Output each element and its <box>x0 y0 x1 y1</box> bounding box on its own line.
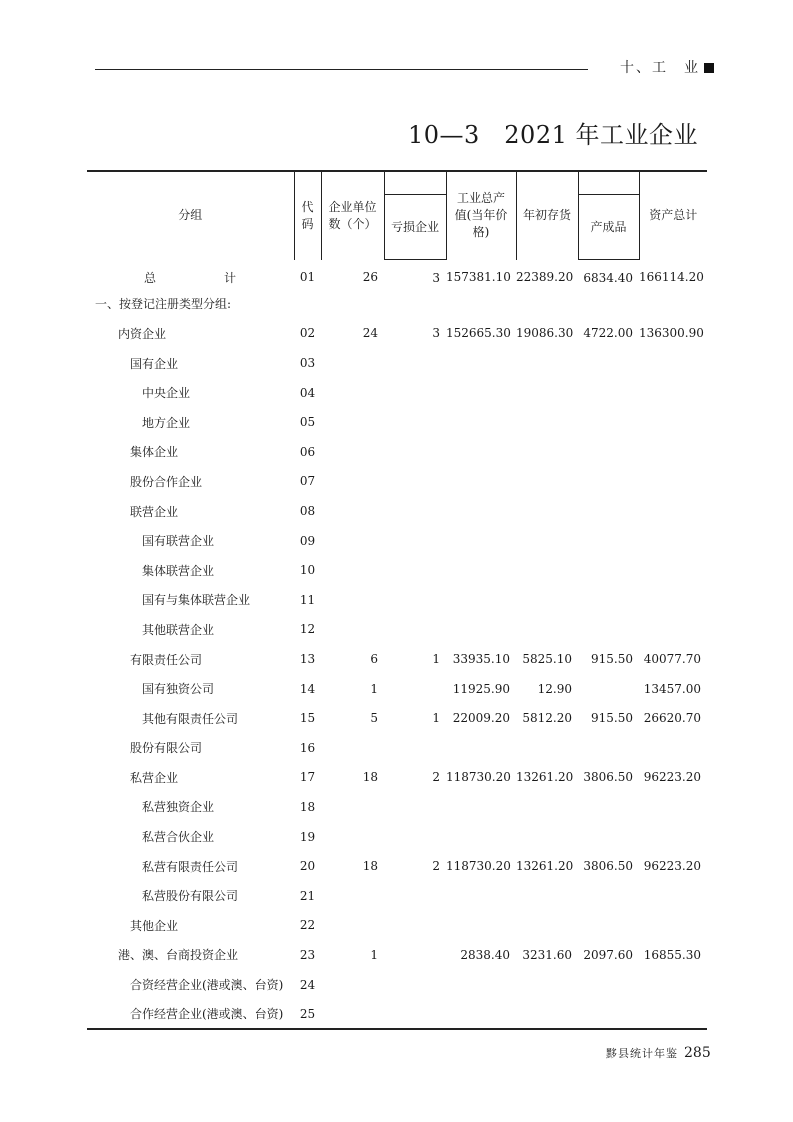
row-code: 10 <box>299 563 316 578</box>
section-header-label: 十、工 业 <box>620 60 700 76</box>
cell-output <box>446 615 516 645</box>
cell-assets <box>639 999 707 1029</box>
cell-inventory <box>516 555 578 585</box>
row-code: 25 <box>294 999 321 1029</box>
cell-inventory <box>516 970 578 1000</box>
row-code: 11 <box>299 592 316 607</box>
cell-output <box>446 437 516 467</box>
cell-inventory <box>516 467 578 497</box>
cell-finished <box>578 348 639 378</box>
cell-loss <box>384 348 446 378</box>
cell-finished: 2097.60 <box>583 947 633 962</box>
cell-loss <box>384 822 446 852</box>
row-name: 总 计 <box>144 270 265 285</box>
table-row <box>87 733 707 763</box>
table-row <box>87 467 707 497</box>
cell-inventory <box>516 289 578 319</box>
cell-output <box>446 555 516 585</box>
black-square-icon <box>704 63 714 73</box>
cell-loss: 2 <box>432 859 440 874</box>
cell-finished <box>578 496 639 526</box>
cell-finished <box>578 526 639 556</box>
cell-assets: 166114.20 <box>639 270 704 285</box>
cell-finished <box>578 615 639 645</box>
cell-finished <box>578 289 639 319</box>
row-name: 中央企业 <box>142 386 191 401</box>
row-code <box>294 289 321 319</box>
cell-loss: 1 <box>432 652 440 667</box>
cell-units <box>321 378 384 408</box>
row-code: 06 <box>299 444 316 459</box>
table-row <box>87 763 707 793</box>
page-title: 10—3 2021 年工业企业 <box>407 121 698 149</box>
cell-loss <box>384 999 446 1029</box>
cell-inventory <box>516 585 578 615</box>
row-name: 其他企业 <box>130 918 179 933</box>
cell-assets <box>639 733 707 763</box>
row-code: 18 <box>299 799 316 814</box>
cell-loss <box>384 970 446 1000</box>
row-code: 09 <box>299 533 316 548</box>
cell-assets <box>639 467 707 497</box>
cell-assets <box>639 792 707 822</box>
cell-finished <box>578 555 639 585</box>
row-name: 合作经营企业(港或澳、台资) <box>87 999 294 1029</box>
cell-assets <box>639 378 707 408</box>
cell-loss: 1 <box>432 711 440 726</box>
cell-inventory <box>516 378 578 408</box>
cell-units <box>321 467 384 497</box>
cell-inventory <box>516 792 578 822</box>
cell-output <box>446 526 516 556</box>
cell-assets <box>639 407 707 437</box>
col-header-units: 企业单位数（个） <box>321 171 384 260</box>
cell-output <box>446 970 516 1000</box>
industrial-enterprises-table <box>87 170 707 1030</box>
col-header-finished: 产成品 <box>578 195 639 260</box>
cell-inventory: 13261.20 <box>516 770 574 785</box>
cell-finished <box>578 792 639 822</box>
table-row <box>87 970 707 1000</box>
row-code: 23 <box>299 947 316 962</box>
cell-finished <box>578 437 639 467</box>
table-row <box>87 260 707 290</box>
cell-units <box>321 289 384 319</box>
page-footer <box>606 1045 711 1061</box>
row-name: 有限责任公司 <box>130 652 203 667</box>
row-name: 其他联营企业 <box>142 622 215 637</box>
cell-output <box>446 348 516 378</box>
cell-finished <box>578 881 639 911</box>
table-row <box>87 555 707 585</box>
cell-inventory <box>516 881 578 911</box>
cell-finished: 915.50 <box>591 652 633 667</box>
header-rule <box>95 69 588 70</box>
cell-finished: 3806.50 <box>583 859 633 874</box>
row-name: 私营企业 <box>130 770 179 785</box>
cell-loss: 3 <box>432 326 440 341</box>
cell-inventory: 5812.20 <box>522 711 572 726</box>
cell-inventory <box>516 437 578 467</box>
table-body <box>87 260 707 1029</box>
cell-inventory: 12.90 <box>537 681 572 696</box>
cell-output <box>446 911 516 941</box>
cell-output <box>446 822 516 852</box>
cell-assets: 40077.70 <box>643 652 701 667</box>
cell-assets: 136300.90 <box>639 326 704 341</box>
row-name: 私营有限责任公司 <box>142 859 239 874</box>
cell-inventory <box>516 911 578 941</box>
table-row <box>87 437 707 467</box>
table-row <box>87 940 707 970</box>
col-header-loss: 亏损企业 <box>384 195 446 260</box>
row-code: 03 <box>299 356 316 371</box>
cell-inventory: 13261.20 <box>516 859 574 874</box>
cell-finished <box>578 733 639 763</box>
cell-units: 5 <box>370 711 378 726</box>
row-code: 19 <box>299 829 316 844</box>
cell-assets: 96223.20 <box>643 770 701 785</box>
cell-loss <box>384 526 446 556</box>
row-code: 12 <box>299 622 316 637</box>
cell-units <box>321 555 384 585</box>
cell-loss <box>384 407 446 437</box>
cell-loss <box>384 674 446 704</box>
col-header-loss-top <box>384 171 446 195</box>
cell-output <box>446 378 516 408</box>
table-row <box>87 496 707 526</box>
row-name: 私营合伙企业 <box>142 830 215 845</box>
cell-units <box>321 407 384 437</box>
cell-output: 11925.90 <box>452 681 510 696</box>
cell-units <box>321 437 384 467</box>
cell-loss <box>384 378 446 408</box>
row-code: 15 <box>299 711 316 726</box>
cell-output <box>446 733 516 763</box>
cell-units <box>321 348 384 378</box>
table-row <box>87 792 707 822</box>
row-name: 国有与集体联营企业 <box>142 593 251 608</box>
cell-loss <box>384 555 446 585</box>
cell-loss <box>384 496 446 526</box>
cell-units <box>321 792 384 822</box>
row-name: 地方企业 <box>142 415 191 430</box>
cell-inventory: 22389.20 <box>516 270 574 285</box>
table-row <box>87 407 707 437</box>
row-code: 04 <box>299 385 316 400</box>
row-code: 13 <box>299 652 316 667</box>
table-row <box>87 911 707 941</box>
cell-units <box>321 496 384 526</box>
col-header-assets: 资产总计 <box>639 171 707 260</box>
cell-output: 157381.10 <box>446 270 511 285</box>
cell-units: 18 <box>362 770 378 785</box>
cell-inventory <box>516 526 578 556</box>
cell-finished: 6834.40 <box>583 270 633 285</box>
cell-output <box>446 585 516 615</box>
cell-output <box>446 407 516 437</box>
row-code: 14 <box>299 681 316 696</box>
col-header-code: 代码 <box>294 171 321 260</box>
cell-finished <box>578 407 639 437</box>
cell-loss: 2 <box>432 770 440 785</box>
cell-loss <box>384 289 446 319</box>
col-header-inventory: 年初存货 <box>516 171 578 260</box>
cell-inventory <box>516 348 578 378</box>
cell-loss <box>384 437 446 467</box>
cell-inventory: 19086.30 <box>516 326 574 341</box>
cell-finished <box>578 378 639 408</box>
cell-loss <box>384 585 446 615</box>
row-name: 集体企业 <box>130 445 179 460</box>
row-name: 其他有限责任公司 <box>142 711 239 726</box>
col-header-finished-top <box>578 171 639 195</box>
page-number: 285 <box>684 1045 711 1061</box>
cell-inventory <box>516 999 578 1029</box>
cell-inventory <box>516 407 578 437</box>
cell-loss <box>384 940 446 970</box>
row-name: 内资企业 <box>118 326 167 341</box>
cell-assets <box>639 348 707 378</box>
cell-finished <box>578 467 639 497</box>
cell-inventory <box>516 822 578 852</box>
row-name: 联营企业 <box>130 504 179 519</box>
row-name: 股份有限公司 <box>130 741 203 756</box>
table-row <box>87 348 707 378</box>
cell-loss <box>384 467 446 497</box>
table-row <box>87 881 707 911</box>
cell-assets: 96223.20 <box>643 859 701 874</box>
cell-assets <box>639 437 707 467</box>
cell-units: 26 <box>362 270 378 285</box>
cell-assets <box>639 911 707 941</box>
cell-units: 24 <box>362 326 378 341</box>
cell-output: 22009.20 <box>452 711 510 726</box>
cell-assets <box>639 881 707 911</box>
cell-assets: 13457.00 <box>643 681 701 696</box>
row-name: 国有联营企业 <box>142 534 215 549</box>
table-row <box>87 615 707 645</box>
row-name: 集体联营企业 <box>142 563 215 578</box>
cell-output <box>446 289 516 319</box>
cell-inventory: 5825.10 <box>522 652 572 667</box>
cell-output <box>446 881 516 911</box>
cell-inventory <box>516 496 578 526</box>
cell-finished <box>578 822 639 852</box>
cell-finished <box>578 674 639 704</box>
cell-loss <box>384 792 446 822</box>
row-code: 02 <box>299 326 316 341</box>
cell-units <box>321 733 384 763</box>
table-row <box>87 644 707 674</box>
cell-loss <box>384 911 446 941</box>
cell-finished <box>578 585 639 615</box>
cell-inventory <box>516 733 578 763</box>
row-code: 20 <box>299 859 316 874</box>
cell-units <box>321 526 384 556</box>
cell-loss <box>384 615 446 645</box>
cell-assets <box>639 555 707 585</box>
cell-units <box>321 970 384 1000</box>
table-row <box>87 703 707 733</box>
table-row <box>87 319 707 349</box>
cell-units <box>321 615 384 645</box>
cell-assets <box>639 970 707 1000</box>
cell-output <box>446 792 516 822</box>
cell-units: 6 <box>370 652 378 667</box>
cell-finished: 3806.50 <box>583 770 633 785</box>
cell-assets <box>639 496 707 526</box>
table-row <box>87 851 707 881</box>
row-name: 国有独资公司 <box>142 682 215 697</box>
cell-output: 152665.30 <box>446 326 511 341</box>
row-code: 05 <box>299 415 316 430</box>
row-code: 24 <box>299 977 316 992</box>
cell-inventory: 3231.60 <box>522 947 572 962</box>
row-code: 08 <box>299 504 316 519</box>
cell-output <box>446 467 516 497</box>
cell-units <box>321 822 384 852</box>
cell-loss <box>384 881 446 911</box>
cell-assets: 16855.30 <box>643 947 701 962</box>
row-name: 股份合作企业 <box>130 474 203 489</box>
cell-assets <box>639 289 707 319</box>
table-row <box>87 999 707 1029</box>
cell-assets <box>639 822 707 852</box>
cell-units: 1 <box>370 681 378 696</box>
cell-output: 2838.40 <box>460 947 510 962</box>
table-row <box>87 822 707 852</box>
table-row <box>87 378 707 408</box>
row-name: 港、澳、台商投资企业 <box>118 948 239 963</box>
row-code: 01 <box>299 270 316 285</box>
row-name: 合资经营企业(港或澳、台资) <box>130 978 284 993</box>
cell-output: 33935.10 <box>452 652 510 667</box>
cell-loss: 3 <box>432 270 440 285</box>
cell-units <box>321 999 384 1029</box>
cell-units <box>321 585 384 615</box>
footer-book-title: 黟县统计年鉴 <box>606 1047 678 1060</box>
row-name: 私营股份有限公司 <box>142 889 239 904</box>
cell-finished <box>578 999 639 1029</box>
cell-loss <box>384 733 446 763</box>
cell-assets <box>639 526 707 556</box>
cell-output: 118730.20 <box>446 770 511 785</box>
cell-assets <box>639 585 707 615</box>
row-code: 22 <box>299 918 316 933</box>
cell-units: 1 <box>370 947 378 962</box>
table-row <box>87 289 707 319</box>
cell-finished <box>578 970 639 1000</box>
table-row <box>87 674 707 704</box>
table-row <box>87 526 707 556</box>
cell-output <box>446 496 516 526</box>
cell-units <box>321 911 384 941</box>
cell-finished: 915.50 <box>591 711 633 726</box>
table-row <box>87 585 707 615</box>
col-header-name: 分组 <box>87 171 294 260</box>
cell-units: 18 <box>362 859 378 874</box>
cell-output: 118730.20 <box>446 859 511 874</box>
row-code: 21 <box>299 888 316 903</box>
cell-output <box>446 999 516 1029</box>
row-code: 07 <box>299 474 316 489</box>
row-code: 17 <box>299 770 316 785</box>
cell-units <box>321 881 384 911</box>
row-name: 一、按登记注册类型分组: <box>95 297 232 312</box>
cell-finished <box>578 911 639 941</box>
cell-assets: 26620.70 <box>643 711 701 726</box>
row-name: 国有企业 <box>130 356 179 371</box>
cell-finished: 4722.00 <box>583 326 633 341</box>
section-header <box>620 57 714 77</box>
col-header-output: 工业总产值(当年价格) <box>446 171 516 260</box>
row-name: 私营独资企业 <box>142 800 215 815</box>
cell-assets <box>639 615 707 645</box>
cell-inventory <box>516 615 578 645</box>
row-code: 16 <box>299 740 316 755</box>
